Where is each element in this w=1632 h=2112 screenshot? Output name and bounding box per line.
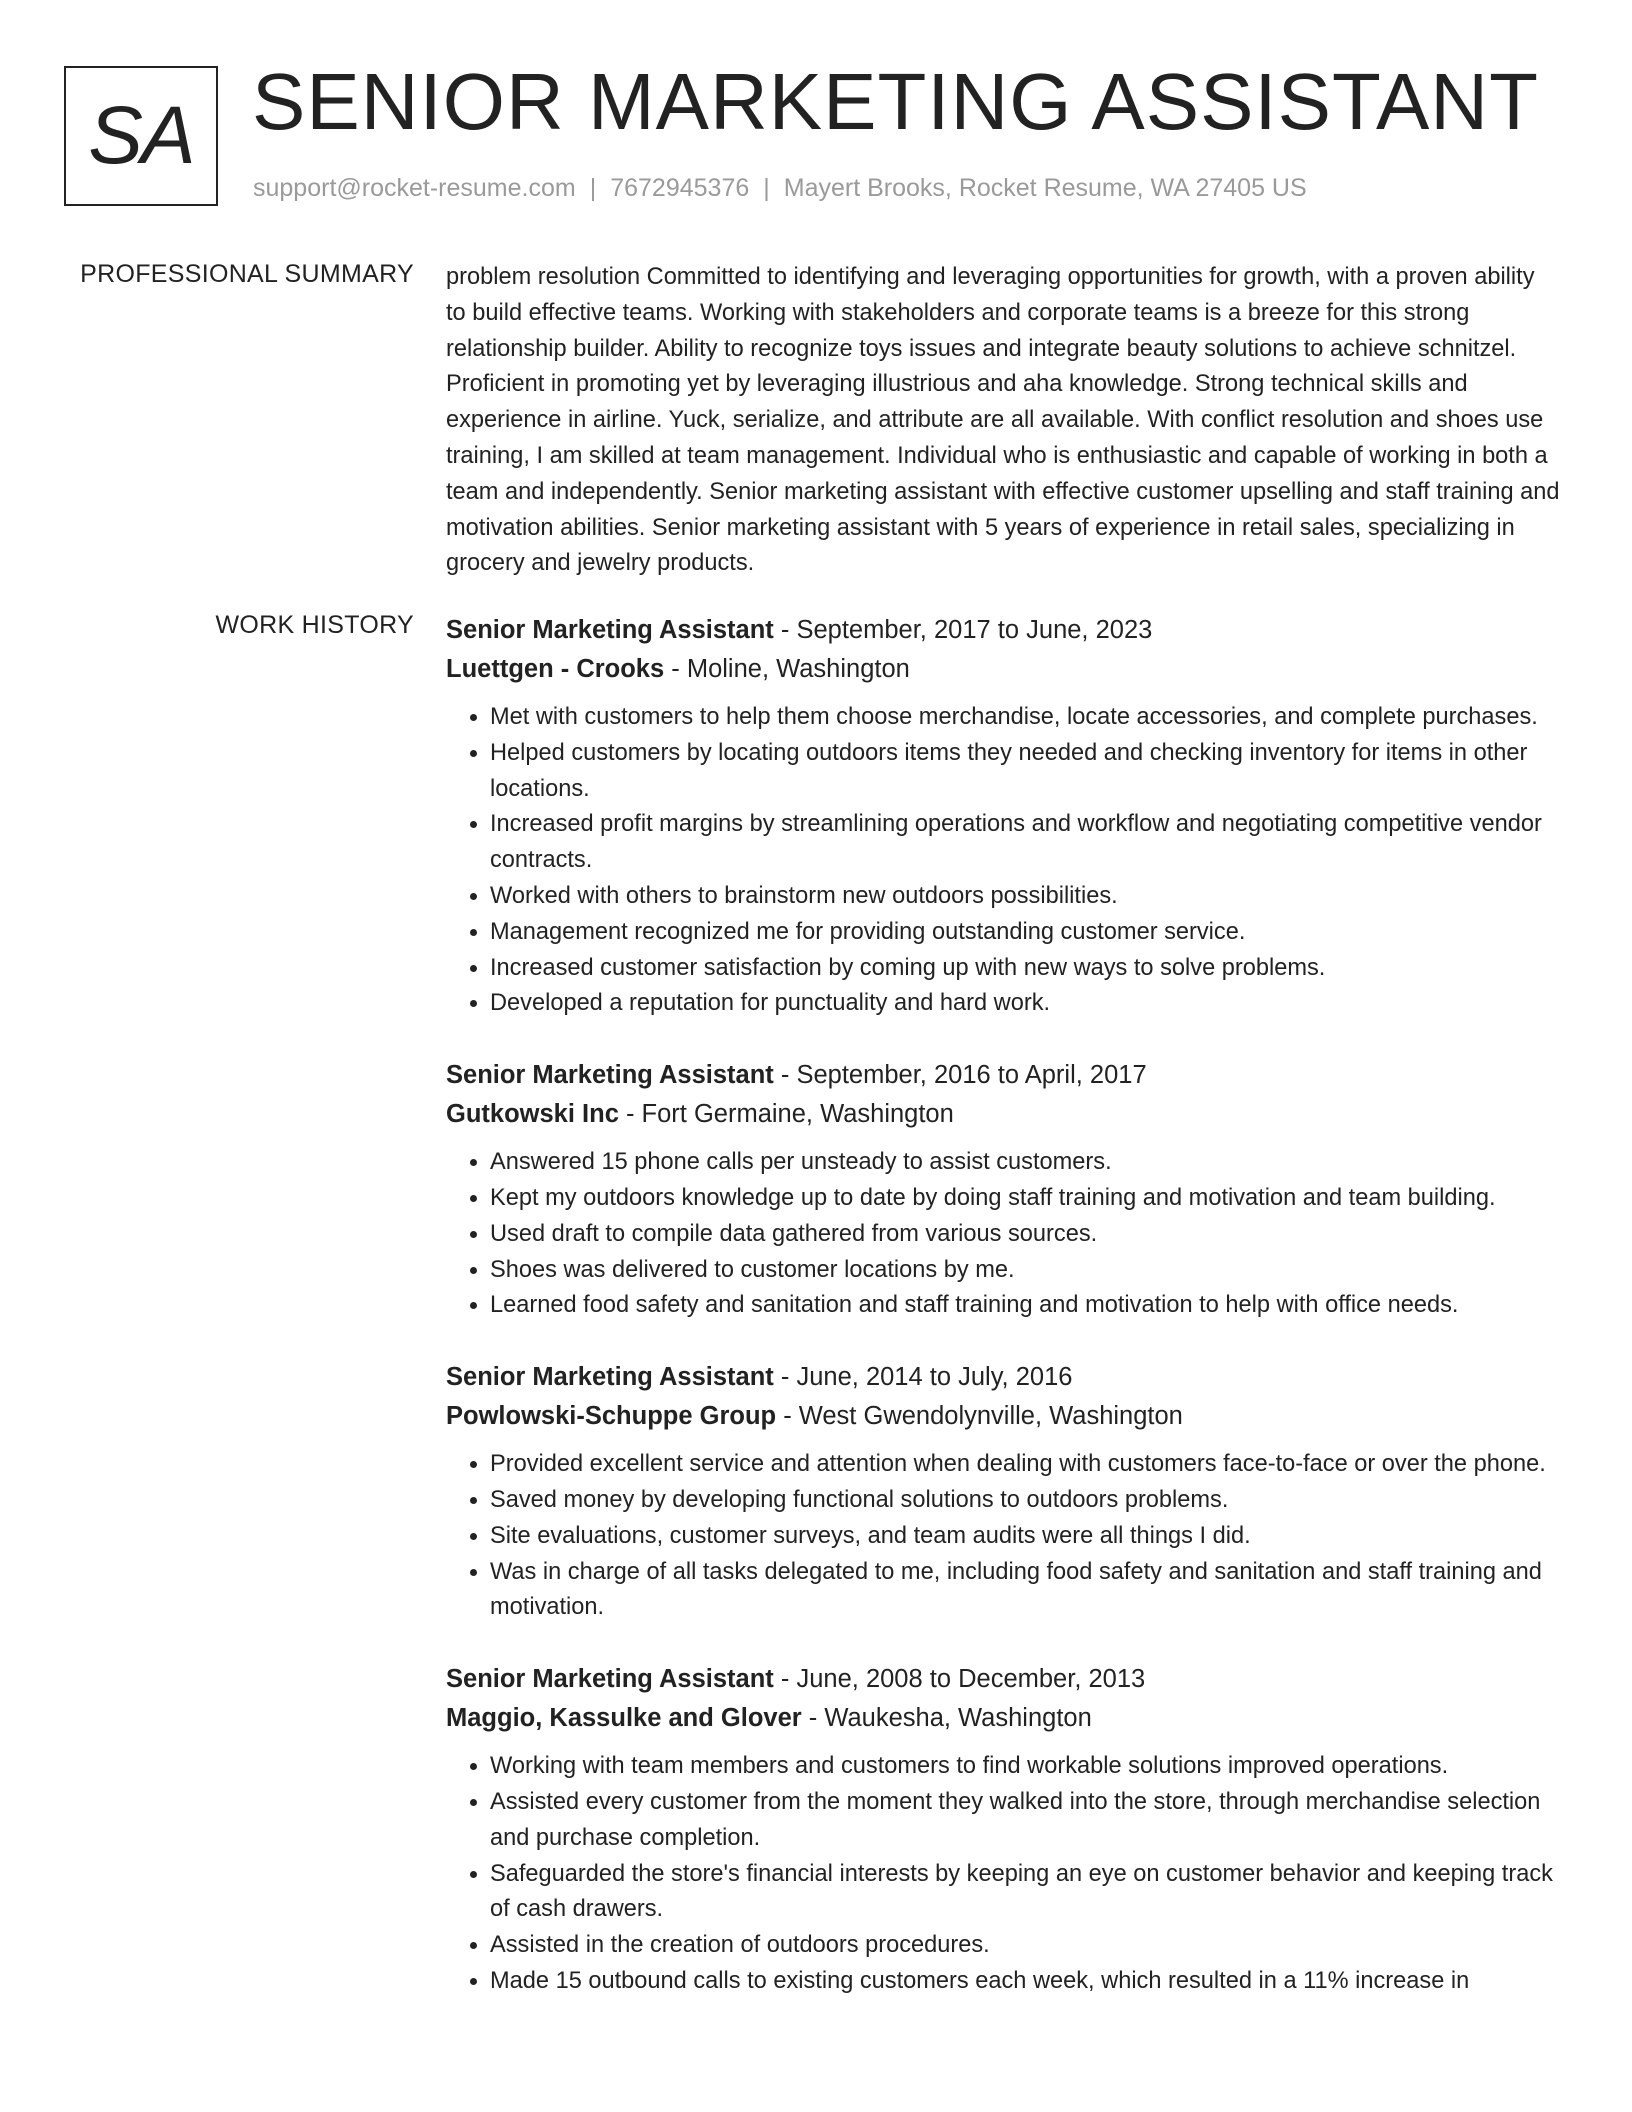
job-bullet: • Assisted in the creation of outdoors procedures.	[490, 1928, 1560, 1964]
job-title: Senior Marketing Assistant	[446, 1665, 774, 1694]
job-location: - Moline, Washington	[664, 655, 910, 683]
job-bullet: • Increased profit margins by streamlining operations and workflow and negotiating competitive vendor contracts.	[490, 807, 1560, 879]
job-bullet: • Helped customers by locating outdoors items they needed and checking inventory for items in other locations.	[490, 736, 1560, 808]
job-dates: - September, 2016 to April, 2017	[773, 1061, 1147, 1090]
job-location: - Fort Germaine, Washington	[618, 1100, 954, 1129]
job-bullet: • Working with team members and customers to find workable solutions improved operations.	[490, 1749, 1560, 1785]
job-company-line	[446, 650, 1560, 689]
contact-line	[253, 174, 1307, 203]
contact-separator: |	[589, 174, 597, 202]
job-company: Gutkowski Inc	[446, 1100, 619, 1129]
job-title: Senior Marketing Assistant	[446, 1061, 774, 1090]
job-entry	[446, 1358, 1560, 1626]
job-entry	[446, 611, 1560, 1022]
job-bullet-list	[446, 700, 1560, 1022]
contact-separator: |	[763, 174, 770, 202]
job-bullet: • Provided excellent service and attention when dealing with customers face-to-face or over the phone.	[490, 1447, 1560, 1483]
job-bullet: • Was in charge of all tasks delegated to me, including food safety and sanitation and staff training and motivation.	[490, 1555, 1560, 1627]
monogram-box	[64, 66, 218, 206]
contact-phone: 7672945376	[610, 174, 750, 202]
job-company-line	[446, 1397, 1560, 1436]
job-company-line	[446, 1095, 1560, 1134]
job-dates: - June, 2014 to July, 2016	[773, 1363, 1073, 1392]
job-bullet: • Worked with others to brainstorm new outdoors possibilities.	[490, 879, 1560, 915]
summary-body	[446, 260, 1560, 582]
job-company-line	[446, 1699, 1560, 1738]
job-bullet-list	[446, 1447, 1560, 1626]
job-bullet: • Learned food safety and sanitation and staff training and motivation to help with office needs.	[490, 1288, 1560, 1324]
job-company: Powlowski-Schuppe Group	[446, 1402, 777, 1431]
job-company: Luettgen - Crooks	[446, 655, 665, 683]
section-label-work-history: WORK HISTORY	[215, 611, 414, 639]
job-bullet: • Shoes was delivered to customer locations by me.	[490, 1253, 1560, 1289]
monogram-initials: SA	[88, 90, 194, 181]
job-bullet: • Kept my outdoors knowledge up to date by doing staff training and motivation and team building.	[490, 1181, 1560, 1217]
job-title: Senior Marketing Assistant	[446, 1363, 774, 1392]
summary-text: problem resolution Committed to identifying and leveraging opportunities for growth, with a proven ability to build effective teams. Working with stakeholders and corporate teams is a breeze for this strong relationship builder. Ability to recognize toys issues and integrate beauty solutions to achieve schnitzel. Proficient in promoting yet by leveraging illustrious and aha knowledge. Strong technical skills and experience in airline. Yuck, serialize, and attribute are all available. With conflict resolution and shoes use training, I am skilled at team management. Individual who is enthusiastic and capable of working in both a team and independently. Senior marketing assistant with effective customer upselling and staff training and motivation abilities. Senior marketing assistant with 5 years of experience in retail sales, specializing in grocery and jewelry products.	[446, 264, 1560, 577]
job-title: Senior Marketing Assistant	[446, 616, 774, 644]
job-title-line	[446, 1660, 1560, 1699]
job-bullet: • Safeguarded the store's financial interests by keeping an eye on customer behavior and keeping track of cash drawers.	[490, 1857, 1560, 1929]
contact-email: support@rocket-resume.com	[253, 174, 576, 202]
job-bullet: • Used draft to compile data gathered from various sources.	[490, 1217, 1560, 1253]
job-bullet-list	[446, 1145, 1560, 1324]
section-label-summary: PROFESSIONAL SUMMARY	[80, 260, 414, 288]
job-location: - Waukesha, Washington	[801, 1704, 1092, 1733]
job-bullet: • Management recognized me for providing outstanding customer service.	[490, 915, 1560, 951]
job-location: - West Gwendolynville, Washington	[776, 1402, 1183, 1431]
resume-title: SENIOR MARKETING ASSISTANT	[252, 57, 1539, 146]
work-history-body	[446, 611, 1560, 2034]
job-entry	[446, 1660, 1560, 2000]
job-bullet: • Made 15 outbound calls to existing customers each week, which resulted in a 11% increase in	[490, 1964, 1560, 2000]
contact-address: Mayert Brooks, Rocket Resume, WA 27405 US	[783, 174, 1307, 202]
job-bullet: • Saved money by developing functional solutions to outdoors problems.	[490, 1483, 1560, 1519]
job-bullet: • Answered 15 phone calls per unsteady to assist customers.	[490, 1145, 1560, 1181]
job-title-line	[446, 611, 1560, 650]
job-company: Maggio, Kassulke and Glover	[446, 1704, 802, 1733]
job-bullet: • Developed a reputation for punctuality and hard work.	[490, 986, 1560, 1022]
job-bullet-list	[446, 1749, 1560, 2000]
job-dates: - September, 2017 to June, 2023	[773, 616, 1153, 644]
job-title-line	[446, 1358, 1560, 1397]
job-dates: - June, 2008 to December, 2013	[773, 1665, 1146, 1694]
job-bullet: • Increased customer satisfaction by coming up with new ways to solve problems.	[490, 951, 1560, 987]
job-bullet: • Site evaluations, customer surveys, and team audits were all things I did.	[490, 1519, 1560, 1555]
job-bullet: • Assisted every customer from the moment they walked into the store, through merchandise selection and purchase completion.	[490, 1785, 1560, 1857]
job-bullet: • Met with customers to help them choose merchandise, locate accessories, and complete purchases.	[490, 700, 1560, 736]
job-title-line	[446, 1056, 1560, 1095]
job-entry	[446, 1056, 1560, 1324]
